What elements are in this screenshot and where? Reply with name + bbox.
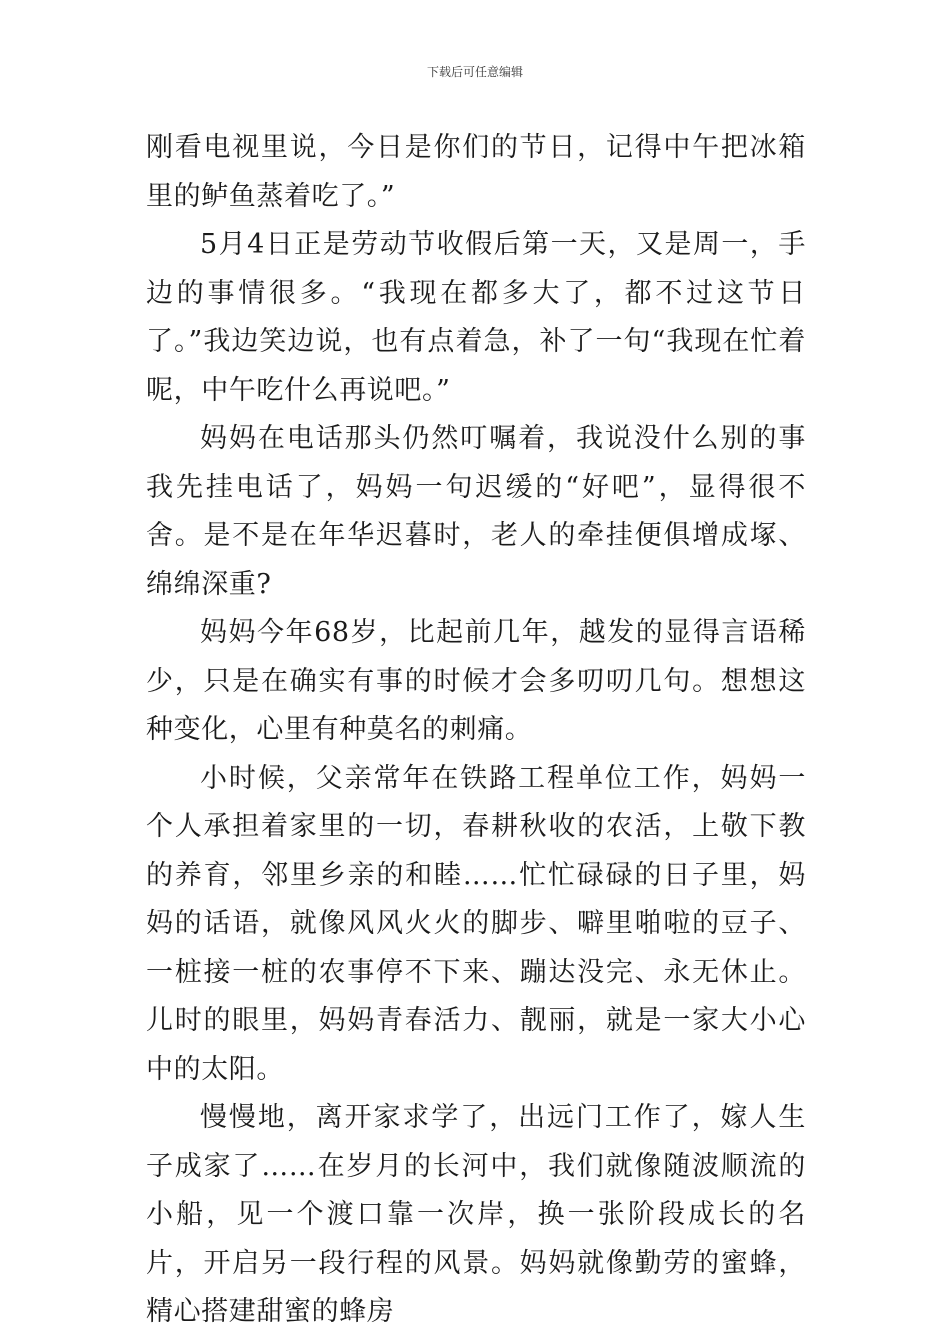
- paragraph-6: 慢慢地，离开家求学了，出远门工作了，嫁人生子成家了……在岁月的长河中，我们就像随波顺流的小船，见一个渡口靠一次岸，换一张阶段成长的名片，开启另一段行程的风景。妈妈就像勤劳的蜜蜂，精心搭建甜蜜的蜂房: [146, 1102, 806, 1327]
- paragraph-3: 妈妈在电话那头仍然叮嘱着，我说没什么别的事我先挂电话了，妈妈一句迟缓的“好吧”，显得很不舍。是不是在年华迟暮时，老人的牵挂便俱增成塚、绵绵深重?: [146, 423, 806, 600]
- header-note: 下载后可任意编辑: [426, 65, 523, 79]
- paragraph-2: 5月4日正是劳动节收假后第一天，又是周一，手边的事情很多。“我现在都多大了，都不过这节日了。”我边笑边说，也有点着急，补了一句“我现在忙着呢，中午吃什么再说吧。”: [146, 229, 806, 406]
- paragraph-5: 小时候，父亲常年在铁路工程单位工作，妈妈一个人承担着家里的一切，春耕秋收的农活，上敬下教的养育，邻里乡亲的和睦……忙忙碌碌的日子里，妈妈的话语，就像风风火火的脚步、噼里啪啦的豆子、一桩接一桩的农事停不下来、蹦达没完、永无休止。儿时的眼里，妈妈青春活力、靓丽，就是一家大小心中的太阳。: [146, 762, 806, 1085]
- paragraph-1: 刚看电视里说，今日是你们的节日，记得中午把冰箱里的鲈鱼蒸着吃了。”: [146, 132, 806, 212]
- paragraph-4: 妈妈今年68岁，比起前几年，越发的显得言语稀少，只是在确实有事的时候才会多叨叨几句。想想这种变化，心里有种莫名的刺痛。: [146, 617, 806, 745]
- body-text: [146, 124, 806, 1337]
